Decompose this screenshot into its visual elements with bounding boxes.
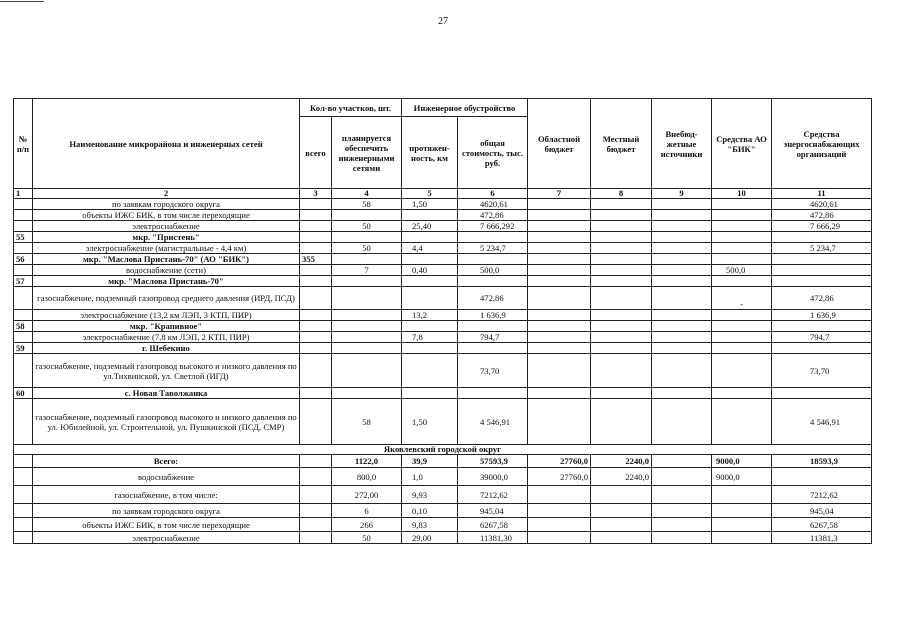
cell-total [300,276,332,287]
cell-local [591,210,652,221]
cell-local [591,343,652,354]
cell-planned: 58 [332,199,402,210]
cell-cost [458,343,528,354]
cell-offbudget [652,388,712,399]
header-group-plots: Кол-во участков, шт. [300,99,402,117]
cell-regional [528,254,591,265]
cell-offbudget [652,486,712,504]
cell-length [402,210,458,221]
cell-local [591,221,652,232]
cell-planned: 50 [332,532,402,544]
cell-local [591,388,652,399]
header-group-infra: Инженерное обустройство [402,99,528,117]
cell-num [14,455,33,468]
cell-energy [772,343,872,354]
section-heading-row [14,321,872,332]
cell-num [14,399,33,445]
cell-energy [772,276,872,287]
cell-length: 13,2 [402,310,458,321]
cell-length: 9,93 [402,486,458,504]
cell-num [14,332,33,343]
cell-name: объекты ИЖС БИК, в том числе переходящие [33,518,300,532]
cell-name: электроснабжение [33,532,300,544]
cell-offbudget [652,343,712,354]
cell-num: 55 [14,232,33,243]
cell-cost: 500,0 [458,265,528,276]
cell-local [591,321,652,332]
cell-local [591,232,652,243]
cell-offbudget [652,199,712,210]
cell-bik: 9000,0 [712,455,772,468]
cell-length: 1,50 [402,399,458,445]
cell-energy: 18593,9 [772,455,872,468]
cell-planned [332,354,402,388]
cell-name: газоснабжение, подземный газопровод среднего давления (ИРД, ПСД) [33,287,300,310]
cell-total [300,310,332,321]
cell-planned: 58 [332,399,402,445]
cell-planned [332,388,402,399]
cell-name: электроснабжение [33,221,300,232]
table-row [14,287,872,310]
header-name: Наименование микрорайона и инженерных сетей [33,99,300,189]
header-num: № п/п [14,99,33,189]
cell-offbudget [652,254,712,265]
table-row [14,468,872,486]
cell-num: 56 [14,254,33,265]
cell-bik: - [712,287,772,310]
cell-cost: 73,70 [458,354,528,388]
cell-regional [528,486,591,504]
cell-cost [458,232,528,243]
cell-total [300,399,332,445]
table-row [14,332,872,343]
cell-regional [528,343,591,354]
cell-offbudget [652,210,712,221]
cell-length: 7,8 [402,332,458,343]
col-index-1: 1 [14,189,33,199]
cell-energy: 472,86 [772,287,872,310]
cell-energy [772,388,872,399]
cell-planned: 1122,0 [332,455,402,468]
cell-bik [712,210,772,221]
cell-local [591,332,652,343]
cell-name: электроснабжение (7,8 км ЛЭП, 2 КТП, ПИР) [33,332,300,343]
cell-num [14,504,33,518]
cell-num: 60 [14,388,33,399]
cell-cost: 7212,62 [458,486,528,504]
cell-cost: 4 546,91 [458,399,528,445]
cell-local [591,199,652,210]
cell-num [14,221,33,232]
table-row [14,265,872,276]
col-index-7: 7 [528,189,591,199]
cell-offbudget [652,321,712,332]
cell-local: 2240,0 [591,468,652,486]
cell-total [300,518,332,532]
cell-offbudget [652,232,712,243]
cell-energy [772,321,872,332]
cell-energy [772,232,872,243]
cell-energy: 794,7 [772,332,872,343]
cell-cost: 5 234,7 [458,243,528,254]
cell-regional [528,265,591,276]
cell-regional [528,388,591,399]
header-total: всего [300,117,332,189]
cell-total [300,221,332,232]
cell-length [402,232,458,243]
cell-offbudget [652,399,712,445]
cell-length: 39,9 [402,455,458,468]
cell-offbudget [652,265,712,276]
cell-regional [528,518,591,532]
header-planned: планируется обеспечить инженерными сетями [332,117,402,189]
cell-regional [528,221,591,232]
cell-cost [458,388,528,399]
cell-length [402,276,458,287]
cell-length: 25,40 [402,221,458,232]
cell-local [591,399,652,445]
table-row [14,518,872,532]
cell-length: 1,50 [402,199,458,210]
header-regional: Областной бюджет [528,99,591,189]
corner-mark [0,1,44,2]
cell-planned: 50 [332,221,402,232]
cell-length [402,354,458,388]
col-index-6: 6 [458,189,528,199]
cell-num: 59 [14,343,33,354]
col-index-11: 11 [772,189,872,199]
cell-cost: 4620,61 [458,199,528,210]
table-row [14,243,872,254]
cell-offbudget [652,287,712,310]
cell-regional: 27760,0 [528,468,591,486]
cell-total [300,287,332,310]
cell-planned [332,343,402,354]
cell-cost [458,321,528,332]
section-heading-row [14,388,872,399]
cell-regional [528,321,591,332]
cell-regional [528,243,591,254]
cell-regional [528,532,591,544]
cell-length [402,254,458,265]
cell-total [300,486,332,504]
cell-planned [332,276,402,287]
cell-name: Всего: [33,455,300,468]
district-heading-row [14,445,872,455]
district-title: Яковлевский городской округ [14,445,872,455]
cell-offbudget [652,243,712,254]
cell-planned [332,321,402,332]
cell-name: мкр. "Маслова Пристань-70" (АО "БИК") [33,254,300,265]
cell-energy: 6267,58 [772,518,872,532]
table-row [14,221,872,232]
section-heading-row [14,254,872,265]
cell-length [402,321,458,332]
cell-local [591,287,652,310]
table-row [14,310,872,321]
cell-local [591,354,652,388]
cell-regional [528,232,591,243]
cell-local [591,265,652,276]
cell-length: 0,40 [402,265,458,276]
col-index-10: 10 [712,189,772,199]
cell-bik [712,518,772,532]
cell-cost: 945,04 [458,504,528,518]
cell-energy: 472,86 [772,210,872,221]
cell-regional [528,199,591,210]
cell-local [591,486,652,504]
cell-planned [332,210,402,221]
cell-planned: 266 [332,518,402,532]
cell-local: 2240,0 [591,455,652,468]
cell-name: газоснабжение, подземный газопровод высокого и низкого давления по ул.Тихвинской, ул. Светлой (ИГД) [33,354,300,388]
district-total-row [14,455,872,468]
cell-local [591,276,652,287]
cell-offbudget [652,221,712,232]
infrastructure-table [13,98,872,544]
cell-cost [458,254,528,265]
cell-length: 9,83 [402,518,458,532]
cell-bik [712,354,772,388]
cell-energy: 4 546,91 [772,399,872,445]
cell-name: г. Шебекино [33,343,300,354]
col-index-8: 8 [591,189,652,199]
cell-bik [712,254,772,265]
cell-local [591,504,652,518]
cell-num [14,518,33,532]
header-local: Местный бюджет [591,99,652,189]
table-row [14,504,872,518]
cell-energy: 1 636,9 [772,310,872,321]
cell-total [300,354,332,388]
cell-cost: 472,86 [458,287,528,310]
cell-num [14,310,33,321]
cell-name: по заявкам городского округа [33,504,300,518]
header-offbudget: Внебюд-жетные источники [652,99,712,189]
cell-name: электроснабжение (магистральные - 4,4 км) [33,243,300,254]
cell-num [14,468,33,486]
cell-local [591,254,652,265]
cell-local [591,532,652,544]
cell-length: 0,10 [402,504,458,518]
col-index-4: 4 [332,189,402,199]
cell-total: 355 [300,254,332,265]
cell-energy [772,468,872,486]
cell-regional [528,310,591,321]
cell-local [591,243,652,254]
cell-total [300,468,332,486]
cell-num [14,486,33,504]
table-row [14,354,872,388]
cell-planned [332,232,402,243]
cell-energy [772,254,872,265]
cell-energy: 11381,3 [772,532,872,544]
cell-num: 58 [14,321,33,332]
cell-energy: 7 666,29 [772,221,872,232]
table-row [14,399,872,445]
cell-length [402,343,458,354]
header-row-groups [14,99,872,117]
cell-regional [528,276,591,287]
cell-bik [712,504,772,518]
cell-total [300,199,332,210]
cell-num: 57 [14,276,33,287]
cell-bik [712,276,772,287]
cell-offbudget [652,532,712,544]
cell-energy: 7212,62 [772,486,872,504]
cell-cost: 6267,58 [458,518,528,532]
cell-regional [528,399,591,445]
header-length: протяжен-ность, км [402,117,458,189]
cell-name: объекты ИЖС БИК, в том числе переходящие [33,210,300,221]
cell-bik [712,243,772,254]
col-index-9: 9 [652,189,712,199]
col-index-2: 2 [33,189,300,199]
cell-offbudget [652,354,712,388]
cell-bik: 500,0 [712,265,772,276]
cell-total [300,504,332,518]
cell-name: водоснабжение [33,468,300,486]
cell-energy [772,265,872,276]
cell-cost: 794,7 [458,332,528,343]
cell-total [300,321,332,332]
cell-offbudget [652,332,712,343]
cell-num [14,265,33,276]
cell-regional [528,210,591,221]
header-cost: общая стоимость, тыс. руб. [458,117,528,189]
cell-name: по заявкам городского округа [33,199,300,210]
cell-total [300,388,332,399]
cell-length [402,287,458,310]
cell-num [14,199,33,210]
cell-num [14,210,33,221]
cell-bik [712,532,772,544]
cell-total [300,265,332,276]
cell-total [300,532,332,544]
cell-planned: 50 [332,243,402,254]
cell-num [14,287,33,310]
cell-length [402,388,458,399]
cell-name: водоснабжение (сети) [33,265,300,276]
cell-bik [712,221,772,232]
column-index-row [14,189,872,199]
cell-length: 29,00 [402,532,458,544]
cell-cost: 57593,9 [458,455,528,468]
cell-offbudget [652,310,712,321]
cell-cost: 39000,0 [458,468,528,486]
section-heading-row [14,343,872,354]
cell-name: мкр. "Крапивное" [33,321,300,332]
cell-planned [332,287,402,310]
cell-energy: 73,70 [772,354,872,388]
cell-energy: 5 234,7 [772,243,872,254]
cell-offbudget [652,468,712,486]
cell-regional [528,504,591,518]
cell-regional [528,287,591,310]
cell-offbudget [652,276,712,287]
section-heading-row [14,232,872,243]
cell-offbudget [652,518,712,532]
cell-offbudget [652,455,712,468]
cell-name: с. Новая Таволжанка [33,388,300,399]
cell-planned [332,332,402,343]
cell-planned [332,254,402,265]
header-bik: Средства АО "БИК" [712,99,772,189]
cell-cost: 11381,30 [458,532,528,544]
cell-planned: 6 [332,504,402,518]
cell-total [300,343,332,354]
cell-cost: 1 636,9 [458,310,528,321]
cell-regional [528,332,591,343]
cell-bik [712,332,772,343]
cell-bik [712,486,772,504]
table-row [14,210,872,221]
cell-name: мкр. "Пристень" [33,232,300,243]
col-index-5: 5 [402,189,458,199]
cell-num [14,532,33,544]
cell-num [14,354,33,388]
cell-energy: 4620,61 [772,199,872,210]
cell-total [300,210,332,221]
cell-length: 1,0 [402,468,458,486]
cell-num [14,243,33,254]
cell-bik [712,388,772,399]
col-index-3: 3 [300,189,332,199]
cell-bik [712,343,772,354]
cell-name: мкр. "Маслова Пристань-70" [33,276,300,287]
cell-name: электроснабжение (13,2 км ЛЭП, 3 КТП, ПИР) [33,310,300,321]
cell-bik [712,399,772,445]
section-heading-row [14,276,872,287]
table-row [14,199,872,210]
cell-planned: 800,0 [332,468,402,486]
header-energy: Средства энергоснабжающих организаций [772,99,872,189]
cell-length: 4,4 [402,243,458,254]
cell-bik [712,321,772,332]
cell-energy: 945,04 [772,504,872,518]
cell-local [591,518,652,532]
cell-bik [712,232,772,243]
cell-name: газоснабжение, в том числе: [33,486,300,504]
cell-offbudget [652,504,712,518]
table-row [14,532,872,544]
table-row [14,486,872,504]
cell-total [300,232,332,243]
cell-total [300,332,332,343]
cell-planned: 7 [332,265,402,276]
cell-planned: 272,00 [332,486,402,504]
cell-bik: 9000,0 [712,468,772,486]
cell-bik [712,310,772,321]
cell-name: газоснабжение, подземный газопровод высокого и низкого давления по ул. Юбилейной, ул. Строительной, ул. Пушкинской (ПСД, СМР) [33,399,300,445]
cell-local [591,310,652,321]
cell-bik [712,199,772,210]
cell-total [300,455,332,468]
cell-regional: 27760,0 [528,455,591,468]
cell-cost: 472,86 [458,210,528,221]
cell-regional [528,354,591,388]
cell-cost: 7 666,292 [458,221,528,232]
cell-cost [458,276,528,287]
page-number: 27 [438,16,448,27]
cell-total [300,243,332,254]
cell-planned [332,310,402,321]
